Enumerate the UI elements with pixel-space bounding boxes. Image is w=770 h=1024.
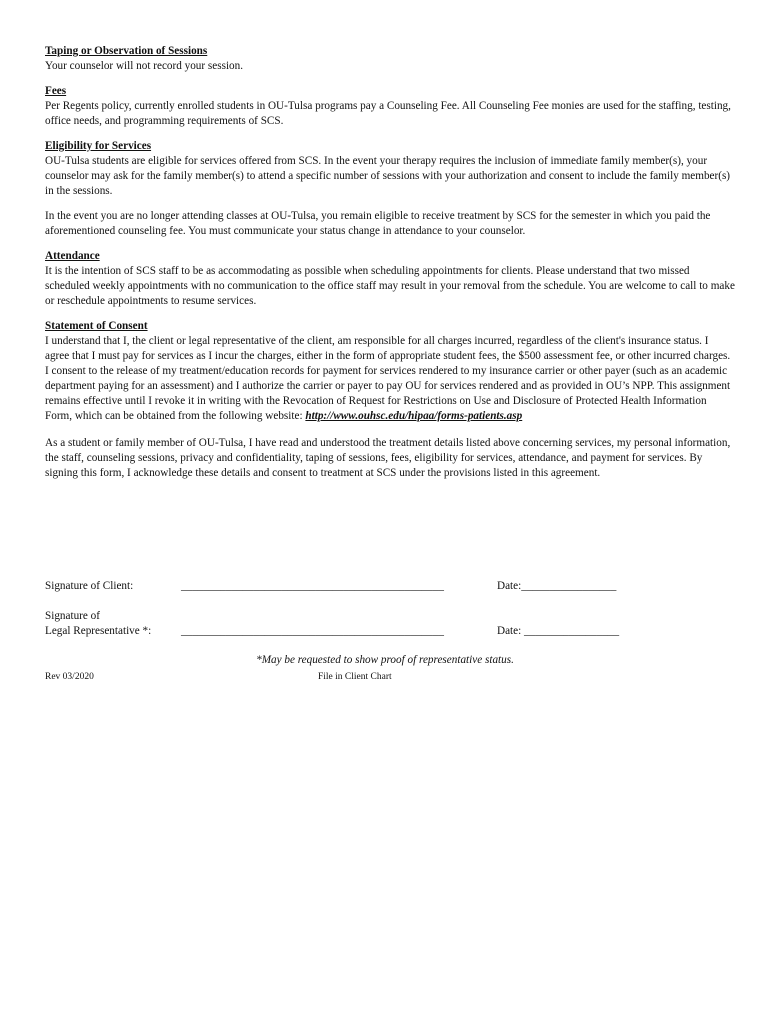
revision-label: Rev 03/2020 (45, 672, 94, 682)
heading-attendance: Attendance (45, 250, 100, 262)
document-body (45, 44, 735, 491)
text-consent-body: I understand that I, the client or legal representative of the client, am responsible for all charges incurred, regardless of the client's insurance status. I agree that I must pay for services as I incur the charges, either in the form of appropriate student fees, the $500 assessment fee, or other incurred charges. I consent to the release of my treatment/education records for payment for services rendered to my insurance carrier or other payer (such as an academic department paying for an assessment) and I authorize the carrier or payer to pay OU for services rendered and as provided in OU’s NPP. This assignment remains effective until I revoke it in writing with the Revocation of Request for Restrictions on Use and Disclosure of Protected Health Information Form, which can be obtained from the following website: (45, 335, 731, 422)
section-taping (45, 44, 735, 74)
rep-date-field[interactable]: Date: _________________ (497, 625, 620, 637)
section-consent (45, 319, 735, 481)
representative-note (0, 654, 770, 666)
section-eligibility (45, 139, 735, 239)
client-signature-line[interactable]: _______________________________________________ (181, 580, 444, 592)
text-acknowledgement: As a student or family member of OU-Tulsa, I have read and understood the treatment details listed above concerning services, my personal information, the staff, counseling sessions, privacy and confidentiality, taping of sessions, fees, eligibility for services, attendance, and payment for services. By signing this form, I acknowledge these details and consent to treatment at SCS under the provisions listed in this agreement. (45, 437, 731, 479)
client-date-field[interactable]: Date:_________________ (497, 580, 617, 592)
representative-note-text: *May be requested to show proof of representative status. (256, 654, 514, 666)
text-eligibility-1: OU-Tulsa students are eligible for services offered from SCS. In the event your therapy requires the inclusion of immediate family member(s), your counselor may ask for the family member(s) to attend a specific number of sessions with your authorization and consent to include the family member(s) in the sessions. (45, 155, 731, 197)
heading-fees: Fees (45, 85, 67, 97)
rep-signature-label-1: Signature of (45, 610, 100, 622)
text-attendance: It is the intention of SCS staff to be as accommodating as possible when scheduling appointments for clients. Please understand that two missed scheduled weekly appointments with no communication to the office staff may result in your removal from the schedule. You are welcome to call to make or reschedule appointments to resume services. (45, 265, 735, 307)
section-attendance (45, 249, 735, 309)
text-eligibility-2: In the event you are no longer attending classes at OU-Tulsa, you remain eligible to receive treatment by SCS for the semester in which you paid the aforementioned counseling fee. You must communicate your status change in attendance to your counselor. (45, 210, 711, 237)
hipaa-forms-link[interactable]: http://www.ouhsc.edu/hipaa/forms-patients.asp (305, 410, 523, 422)
rep-signature-label-2: Legal Representative *: (45, 625, 152, 637)
rep-signature-line[interactable]: _______________________________________________ (181, 625, 444, 637)
client-signature-label: Signature of Client: (45, 580, 134, 592)
text-consent (45, 334, 735, 424)
heading-consent: Statement of Consent (45, 320, 148, 332)
section-fees (45, 84, 735, 129)
text-taping: Your counselor will not record your session. (45, 60, 244, 72)
text-fees: Per Regents policy, currently enrolled students in OU-Tulsa programs pay a Counseling Fee. All Counseling Fee monies are used for the staffing, testing, office needs, and programming requirements of SCS. (45, 100, 731, 127)
heading-eligibility: Eligibility for Services (45, 140, 152, 152)
file-note: File in Client Chart (318, 672, 392, 682)
heading-taping: Taping or Observation of Sessions (45, 45, 208, 57)
